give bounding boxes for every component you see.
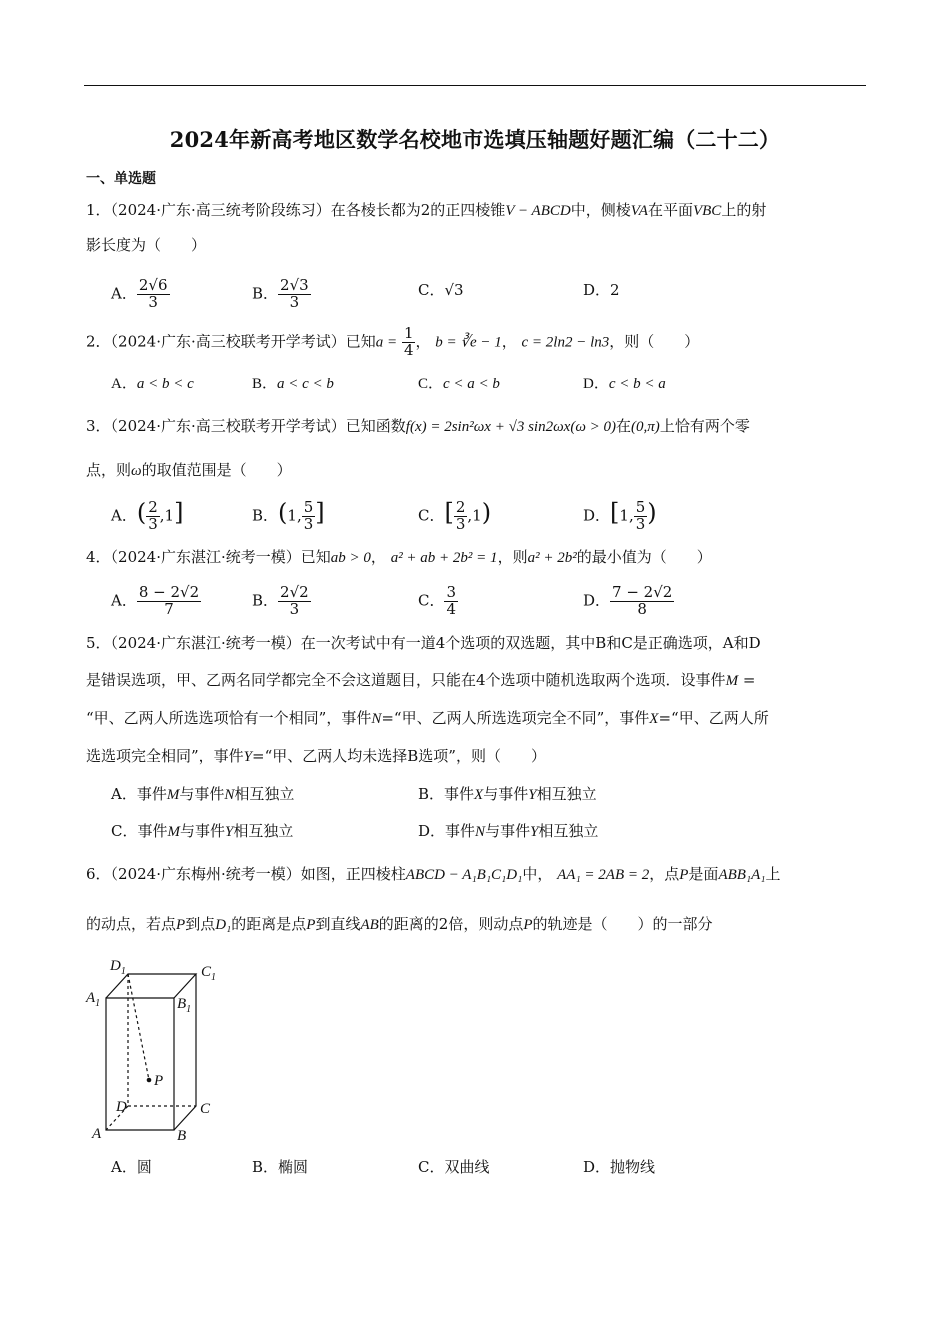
- section-heading: 一、单选题: [86, 171, 156, 187]
- question-1-line-1: 1．（2024·广东·高三统考阶段练习）在各棱长都为2的正四棱锥V − ABCD中，侧棱VA在平面VBC上的射: [86, 201, 767, 219]
- question-5-line-1: 5．（2024·广东湛江·统考一模）在一次考试中有一道4个选项的双选题，其中B和C是正确选项，A和D: [86, 634, 761, 652]
- prism-figure: [84, 950, 244, 1150]
- q1-option-c[interactable]: C．√3: [418, 281, 464, 299]
- question-4-stem: 4．（2024·广东湛江·统考一模）已知ab > 0， a² + ab + 2b² = 1，则a² + 2b²的最小值为（ ）: [86, 548, 712, 566]
- question-2-stem: 2．（2024·广东·高三校联考开学考试）已知a = $\frac{1}{4}$ ， b = ∛e − 1， c = 2ln2 − ln3，则（ ）: [86, 324, 700, 359]
- label-b: B: [177, 1128, 187, 1144]
- label-a: A: [92, 1126, 102, 1142]
- q3-option-b[interactable]: B．(1, $\frac{5}{3}$ ]: [252, 498, 325, 533]
- q2-option-b[interactable]: B．a < c < b: [252, 376, 334, 392]
- label-b1: $B_1$: [177, 996, 192, 1015]
- prism-top-face: [106, 974, 196, 998]
- q5-option-b[interactable]: B．事件X与事件Y相互独立: [418, 785, 597, 803]
- q3-option-c[interactable]: C．[ $\frac{2}{3}$ ,1): [418, 498, 492, 533]
- q6-option-c[interactable]: C．双曲线: [418, 1158, 490, 1176]
- q6-option-a[interactable]: A．圆: [111, 1158, 152, 1176]
- label-c: C: [200, 1101, 211, 1117]
- q4-option-a[interactable]: A． $\frac{8 - 2√2}{7}$: [111, 583, 200, 618]
- question-6-line-2: 的动点，若点P到点D₁的距离是点P到直线AB的距离的2倍，则动点P的轨迹是（ ）的一部分: [86, 915, 713, 933]
- q5-option-a[interactable]: A．事件M与事件N相互独立: [111, 785, 295, 803]
- label-p: P: [154, 1073, 164, 1089]
- question-1-line-2: 影长度为（ ）: [86, 236, 207, 254]
- point-p: [147, 1078, 152, 1083]
- label-a1: $A_1$: [86, 990, 101, 1009]
- question-5-line-4: 选选项完全相同”，事件Y=“甲、乙两人均未选择B选项”，则（ ）: [86, 747, 546, 765]
- question-3-line-2: 点，则ω的取值范围是（ ）: [86, 461, 292, 479]
- q6-option-b[interactable]: B．椭圆: [252, 1158, 309, 1176]
- label-d1: $D_1$: [110, 958, 126, 977]
- q1-option-a[interactable]: A． $\frac{2√6}{3}$: [111, 276, 168, 311]
- q2-option-c[interactable]: C．c < a < b: [418, 376, 500, 392]
- q1-option-b[interactable]: B． $\frac{2√3}{3}$: [252, 276, 309, 311]
- label-d: D: [116, 1099, 127, 1115]
- q5-option-d[interactable]: D．事件N与事件Y相互独立: [418, 822, 599, 840]
- q4-option-b[interactable]: B． $\frac{2√2}{3}$: [252, 583, 309, 618]
- q1-option-d[interactable]: D．2: [583, 281, 620, 299]
- q5-option-c[interactable]: C．事件M与事件Y相互独立: [111, 822, 294, 840]
- q2-option-d[interactable]: D．c < b < a: [583, 376, 666, 392]
- question-3-line-1: 3．（2024·广东·高三校联考开学考试）已知函数f(x) = 2sin²ωx + √3 sin2ωx(ω > 0)在(0,π)上恰有两个零: [86, 417, 750, 435]
- page-title: 2024年新高考地区数学名校地市选填压轴题好题汇编（二十二）: [169, 127, 781, 152]
- q4-option-c[interactable]: C． $\frac{3}{4}$: [418, 583, 457, 618]
- q6-option-d[interactable]: D．抛物线: [583, 1158, 656, 1176]
- question-5-line-3: “甲、乙两人所选选项恰有一个相同”，事件N=“甲、乙两人所选选项完全不同”，事件X=“甲、乙两人所: [86, 709, 769, 727]
- question-5-line-2: 是错误选项，甲、乙两名同学都完全不会这道题目，只能在4个选项中随机选取两个选项．设事件M =: [86, 671, 756, 689]
- segment-pd1: [128, 974, 149, 1080]
- q4-option-d[interactable]: D． $\frac{7 - 2√2}{8}$: [583, 583, 673, 618]
- q2-option-a[interactable]: A．a < b < c: [111, 376, 194, 392]
- header-rule: [84, 85, 866, 86]
- q3-option-d[interactable]: D．[1, $\frac{5}{3}$ ): [583, 498, 657, 533]
- question-6-line-1: 6．（2024·广东梅州·统考一模）如图，正四棱柱ABCD − A₁B₁C₁D₁中， AA₁ = 2AB = 2，点P是面ABB₁A₁上: [86, 865, 781, 883]
- q3-option-a[interactable]: A．( $\frac{2}{3}$ ,1]: [111, 498, 184, 533]
- label-c1: $C_1$: [201, 964, 217, 983]
